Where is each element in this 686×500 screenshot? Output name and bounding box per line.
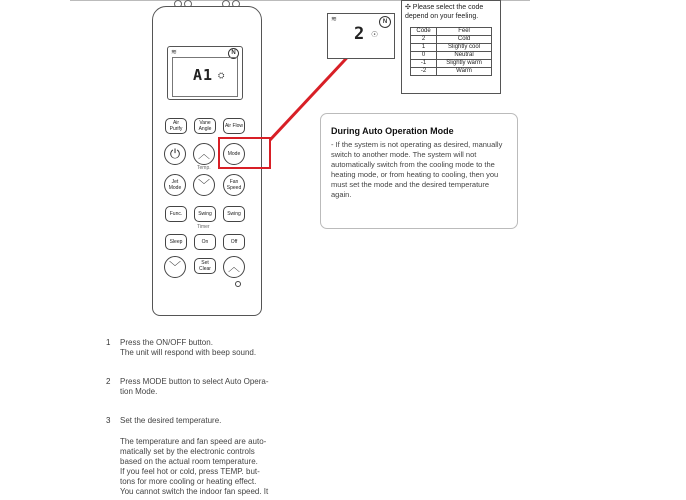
wifi-icon: ≋ bbox=[171, 49, 177, 56]
step-text bbox=[120, 338, 320, 358]
chevron-down-icon: ﹀ bbox=[197, 178, 210, 192]
func-button[interactable]: Func. bbox=[165, 206, 187, 222]
brand-logo: N bbox=[379, 16, 391, 28]
jet-mode-button[interactable]: Jet Mode bbox=[164, 174, 186, 196]
mode-button[interactable]: Mode bbox=[223, 143, 245, 165]
vane-angle-button[interactable]: Vane Angle bbox=[194, 118, 216, 134]
fan-speed-button[interactable]: Fan Speed bbox=[223, 174, 245, 196]
detail-line: matically set by the electronic controls bbox=[120, 447, 255, 456]
off-timer-button[interactable]: Off bbox=[223, 234, 245, 250]
air-flow-button[interactable]: Air Flow bbox=[223, 118, 245, 134]
table-header: Code bbox=[411, 28, 437, 36]
table-header: Feel bbox=[437, 28, 492, 36]
detail-line: based on the actual room temperature. bbox=[120, 457, 258, 466]
sleep-button[interactable]: Sleep bbox=[165, 234, 187, 250]
display-inset bbox=[327, 13, 395, 59]
detail-line: If you feel hot or cold, press TEMP. but- bbox=[120, 467, 260, 476]
table-cell: Cold bbox=[437, 36, 492, 44]
table-cell: 0 bbox=[411, 52, 437, 60]
table-cell: -2 bbox=[411, 68, 437, 76]
step-number: 3 bbox=[106, 416, 111, 425]
table-cell: 2 bbox=[411, 36, 437, 44]
feel-code-value: 2 bbox=[354, 24, 365, 44]
step3-detail bbox=[120, 437, 320, 497]
feel-code-table bbox=[410, 27, 492, 76]
step-line: The unit will respond with beep sound. bbox=[120, 348, 257, 357]
set-clear-button[interactable]: Set Clear bbox=[194, 258, 216, 274]
auto-mode-note bbox=[320, 113, 518, 229]
step-line: Press MODE button to select Auto Opera- bbox=[120, 377, 269, 386]
temp-label: Temp. bbox=[197, 165, 211, 171]
feel-code-panel bbox=[401, 0, 501, 94]
chevron-up-icon: ︿ bbox=[197, 147, 210, 161]
step-line: Set the desired temperature. bbox=[120, 416, 222, 425]
feel-code-note: ✣ Please select the code depend on your feeling. bbox=[405, 4, 484, 20]
auto-mode-body: - If the system is not operating as desired, manually switch to another mode. The system will not automatically switch from the cooling mode to the heating mode, or from heating to cooling, then you must set the mode and the desired temperature again. bbox=[331, 140, 503, 199]
table-cell: -1 bbox=[411, 60, 437, 68]
table-cell: Warm bbox=[437, 68, 492, 76]
wifi-icon: ≋ bbox=[331, 16, 337, 23]
step-text bbox=[120, 416, 320, 426]
step-number: 2 bbox=[106, 377, 111, 386]
swing2-button[interactable]: Swing bbox=[223, 206, 245, 222]
step-number: 1 bbox=[106, 338, 111, 347]
detail-line: You cannot switch the indoor fan speed. It bbox=[120, 487, 269, 496]
table-cell: Slightly cool bbox=[437, 44, 492, 52]
step-text bbox=[120, 377, 320, 397]
air-purify-button[interactable]: Air Purify bbox=[165, 118, 187, 134]
power-icon: ⏻ bbox=[169, 146, 181, 161]
swing-button[interactable]: Swing bbox=[194, 206, 216, 222]
brand-logo: N bbox=[228, 48, 239, 59]
step-line: Press the ON/OFF button. bbox=[120, 338, 213, 347]
degree-icon: ☉ bbox=[371, 30, 379, 39]
lcd-mode-text: A1 bbox=[193, 66, 214, 84]
detail-line: The temperature and fan speed are auto- bbox=[120, 437, 267, 446]
table-cell: Neutral bbox=[437, 52, 492, 60]
on-timer-button[interactable]: On bbox=[194, 234, 216, 250]
chevron-up-icon: ︿ bbox=[227, 260, 240, 274]
fan-icon: ⛭ bbox=[218, 71, 225, 80]
chevron-down-icon: ﹀ bbox=[168, 260, 181, 274]
timer-label: Timer bbox=[197, 224, 210, 230]
step-line: tion Mode. bbox=[120, 387, 158, 396]
auto-mode-title: During Auto Operation Mode bbox=[331, 126, 454, 136]
table-cell: 1 bbox=[411, 44, 437, 52]
table-cell: Slightly warm bbox=[437, 60, 492, 68]
detail-line: tons for more cooling or heating effect. bbox=[120, 477, 257, 486]
